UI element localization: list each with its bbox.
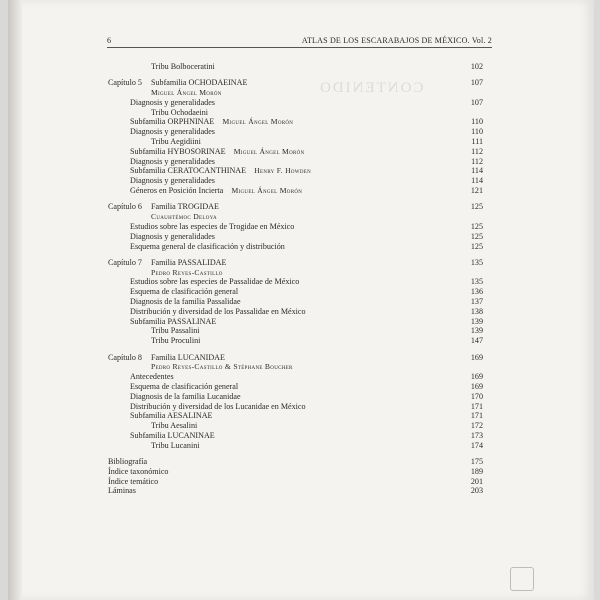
toc-row	[0, 186, 600, 196]
toc-row	[0, 392, 600, 402]
toc-entry-title: Diagnosis y generalidades	[130, 97, 215, 107]
toc-page-number: 171	[470, 401, 483, 411]
toc-entry-author: Miguel Ángel Morón	[225, 146, 305, 156]
library-seal-mark	[510, 567, 534, 591]
table-of-contents	[0, 62, 600, 496]
toc-entry-title: Subfamilia LUCANINAE	[130, 430, 215, 440]
toc-row	[0, 202, 600, 212]
toc-row	[0, 147, 600, 157]
toc-entry-title: Tribu Aesalini	[151, 421, 198, 431]
toc-row	[0, 98, 600, 108]
toc-page-number: 125	[470, 231, 483, 241]
toc-page-number: 173	[470, 430, 483, 440]
toc-entry-title: Subfamilia PASSALINAE	[130, 316, 217, 326]
toc-row	[0, 421, 600, 431]
toc-entry-author: Cuauhtémoc Deloya	[151, 212, 217, 222]
toc-row	[0, 62, 600, 72]
toc-page-number: 112	[471, 156, 483, 166]
toc-entry-title: Tribu Passalini	[151, 326, 200, 336]
toc-entry-title: Diagnosis y generalidades	[130, 156, 215, 166]
toc-row	[0, 467, 600, 477]
toc-chapter-label: Bibliografía	[108, 456, 148, 466]
toc-page-number: 169	[470, 372, 483, 382]
toc-row	[0, 137, 600, 147]
toc-row	[0, 127, 600, 137]
toc-entry-title: Familia TROGIDAE	[151, 202, 219, 212]
toc-entry-title: Géneros en Posición Incierta	[130, 186, 224, 196]
toc-entry-title: Subfamilia HYBOSORINAE	[130, 146, 226, 156]
show-through-text: CONTENIDO	[318, 80, 424, 96]
toc-entry-author: Pedro Reyes-Castillo	[151, 267, 223, 277]
toc-page-number: 135	[470, 277, 483, 287]
toc-page-number: 136	[470, 287, 483, 297]
toc-row	[0, 411, 600, 421]
toc-row	[0, 307, 600, 317]
toc-entry-author: Miguel Ángel Morón	[214, 117, 294, 127]
toc-page-number: 139	[470, 316, 483, 326]
toc-row	[0, 382, 600, 392]
toc-entry-title: Antecedentes	[130, 372, 174, 382]
toc-entry-title: Tribu Bolboceratini	[151, 62, 215, 71]
toc-page-number: 125	[470, 202, 483, 212]
toc-entry-title: Estudios sobre las especies de Passalidae de México	[130, 277, 300, 287]
toc-row	[0, 431, 600, 441]
toc-entry-title: Subfamilia CERATOCANTHINAE	[130, 166, 247, 176]
toc-chapter-label: Índice temático	[108, 476, 159, 486]
toc-page-number: 171	[470, 411, 483, 421]
toc-row	[0, 336, 600, 346]
toc-entry-title: Subfamilia OCHODAEINAE	[151, 78, 248, 88]
running-header	[107, 36, 492, 48]
toc-row	[0, 258, 600, 268]
toc-page-number: 169	[470, 381, 483, 391]
toc-row	[0, 242, 600, 252]
toc-page-number: 110	[471, 127, 483, 137]
toc-entry-title: Esquema general de clasificación y distribución	[130, 241, 285, 251]
toc-entry-author: Pedro Reyes-Castillo & Stéphane Boucher	[151, 362, 293, 372]
toc-page-number: 147	[470, 336, 483, 346]
toc-entry-title: Distribución y diversidad de los Lucanidae en México	[130, 401, 306, 411]
toc-row	[0, 372, 600, 382]
toc-page-number: 107	[470, 97, 483, 107]
toc-row	[0, 317, 600, 327]
toc-chapter-label: Capítulo 8	[108, 352, 142, 362]
toc-entry-title: Subfamilia AESALINAE	[130, 411, 213, 421]
toc-chapter-label: Capítulo 6	[108, 202, 142, 212]
toc-row	[0, 297, 600, 307]
toc-entry-title: Esquema de clasificación general	[130, 287, 239, 297]
toc-page-number: 114	[471, 166, 483, 176]
toc-entry-title: Tribu Aegidiini	[151, 137, 201, 147]
toc-page-number: 169	[470, 352, 483, 362]
toc-row	[0, 117, 600, 127]
toc-row	[0, 441, 600, 451]
toc-page-number: 203	[470, 486, 483, 496]
toc-page-number: 139	[470, 326, 483, 336]
toc-row	[0, 232, 600, 242]
toc-row	[0, 486, 600, 496]
toc-entry-author: Miguel Ángel Morón	[223, 186, 303, 196]
toc-entry-title: Subfamilia ORPHNINAE	[130, 117, 215, 127]
toc-row	[0, 362, 600, 372]
toc-page-number: 114	[471, 176, 483, 186]
toc-entry-title: Estudios sobre las especies de Trogidae en México	[130, 221, 295, 231]
toc-entry-title: Diagnosis y generalidades	[130, 127, 215, 137]
toc-entry-title: Diagnosis de la familia Passalidae	[130, 297, 241, 307]
toc-page-number: 121	[470, 186, 483, 196]
toc-entry-title: Diagnosis y generalidades	[130, 176, 215, 186]
toc-page-number: 189	[470, 466, 483, 476]
toc-row	[0, 78, 600, 88]
toc-page-number: 135	[470, 257, 483, 267]
toc-chapter-label: Capítulo 7	[108, 257, 142, 267]
toc-page-number: 125	[470, 221, 483, 231]
toc-row	[0, 88, 600, 98]
toc-page-number: 125	[470, 241, 483, 251]
toc-row	[0, 222, 600, 232]
toc-entry-title: Familia PASSALIDAE	[151, 257, 227, 267]
toc-row	[0, 277, 600, 287]
toc-entry-title: Familia LUCANIDAE	[151, 352, 225, 362]
toc-page-number: 112	[471, 146, 483, 156]
toc-entry-title: Distribución y diversidad de los Passalidae en México	[130, 306, 306, 316]
toc-page-number: 172	[470, 421, 483, 431]
toc-entry-author: Miguel Ángel Morón	[151, 88, 222, 98]
toc-row	[0, 477, 600, 487]
toc-entry-title: Tribu Proculini	[151, 336, 201, 346]
toc-row	[0, 287, 600, 297]
toc-page-number: 137	[470, 297, 483, 307]
toc-page-number: 175	[470, 456, 483, 466]
toc-chapter-label: Índice taxonómico	[108, 466, 169, 476]
toc-row	[0, 166, 600, 176]
toc-page-number: 110	[471, 117, 483, 127]
toc-entry-title: Esquema de clasificación general	[130, 381, 239, 391]
toc-chapter-label: Láminas	[108, 486, 136, 496]
toc-entry-title: Tribu Lucanini	[151, 440, 200, 450]
toc-row	[0, 176, 600, 186]
toc-row	[0, 268, 600, 278]
toc-row	[0, 457, 600, 467]
toc-row	[0, 108, 600, 118]
toc-page-number: 201	[470, 476, 483, 486]
toc-row	[0, 157, 600, 167]
toc-row	[0, 326, 600, 336]
toc-row	[0, 402, 600, 412]
toc-row	[0, 212, 600, 222]
toc-page-number: 102	[470, 62, 483, 71]
toc-entry-author: Henry F. Howden	[246, 166, 311, 176]
toc-chapter-label: Capítulo 5	[108, 78, 142, 88]
toc-row	[0, 353, 600, 363]
toc-page-number: 170	[470, 391, 483, 401]
toc-page-number: 107	[470, 78, 483, 88]
toc-entry-title: Tribu Ochodaeini	[151, 107, 209, 117]
toc-entry-title: Diagnosis de la familia Lucanidae	[130, 391, 241, 401]
toc-page-number: 174	[470, 440, 483, 450]
page-number: 6	[107, 36, 112, 45]
toc-page-number: 111	[471, 137, 483, 147]
toc-page-number: 138	[470, 306, 483, 316]
running-title: ATLAS DE LOS ESCARABAJOS DE MÉXICO. Vol. 2	[301, 36, 492, 45]
toc-entry-title: Diagnosis y generalidades	[130, 231, 215, 241]
